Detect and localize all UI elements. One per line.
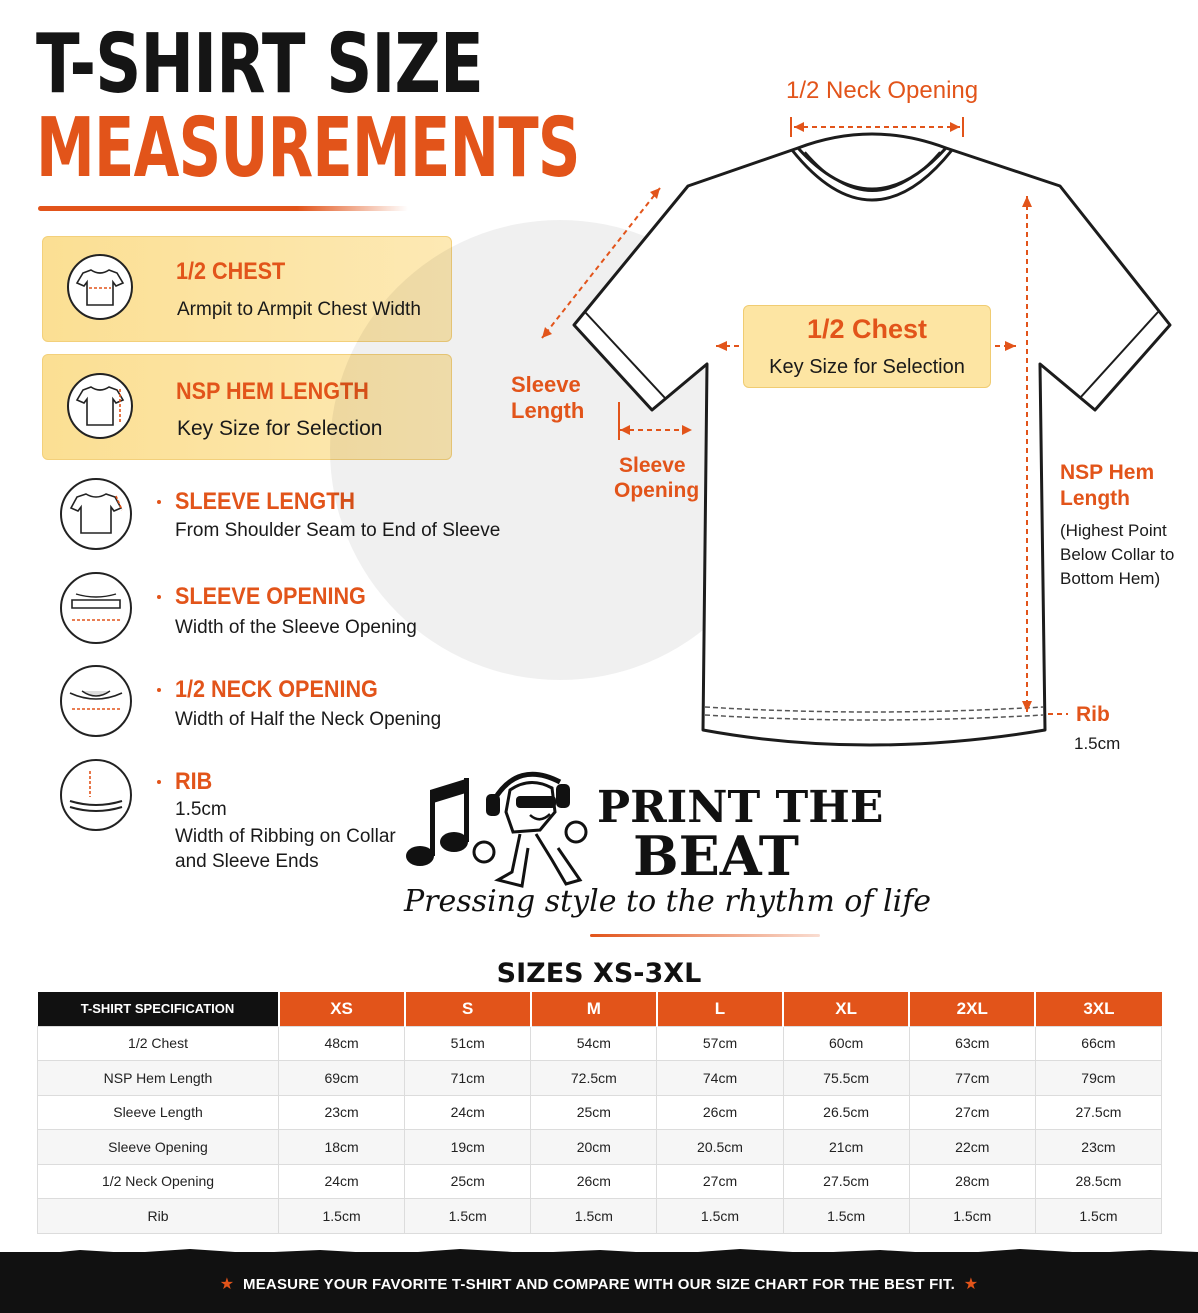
table-cell: 1.5cm xyxy=(405,1199,531,1234)
table-cell: 1.5cm xyxy=(1035,1199,1161,1234)
table-cell: 69cm xyxy=(279,1061,405,1096)
table-cell: 71cm xyxy=(405,1061,531,1096)
table-row xyxy=(38,1164,1162,1199)
row-label: Sleeve Length xyxy=(38,1095,279,1130)
table-cell: 22cm xyxy=(909,1130,1035,1165)
table-row xyxy=(38,1199,1162,1234)
table-cell: 79cm xyxy=(1035,1061,1161,1096)
table-cell: 26cm xyxy=(657,1095,783,1130)
legend-sub-neck-opening: Width of Half the Neck Opening xyxy=(175,709,442,730)
header-size: S xyxy=(405,992,531,1026)
header-size: 2XL xyxy=(909,992,1035,1026)
table-cell: 1.5cm xyxy=(657,1199,783,1234)
legend-title-sleeve-opening: SLEEVE OPENING xyxy=(175,583,366,610)
table-cell: 26.5cm xyxy=(783,1095,909,1130)
table-cell: 63cm xyxy=(909,1026,1035,1061)
header-size: L xyxy=(657,992,783,1026)
footer-message xyxy=(0,1274,1198,1294)
legend-sub-chest: Armpit to Armpit Chest Width xyxy=(177,299,421,320)
table-cell: 24cm xyxy=(405,1095,531,1130)
legend-title-nsp: NSP HEM LENGTH xyxy=(176,378,369,405)
table-cell: 48cm xyxy=(279,1026,405,1061)
legend-title-neck-opening: 1/2 NECK OPENING xyxy=(175,676,378,703)
row-label: 1/2 Chest xyxy=(38,1026,279,1061)
row-label: NSP Hem Length xyxy=(38,1061,279,1096)
tagline-underline xyxy=(590,934,820,937)
legend-title-chest: 1/2 CHEST xyxy=(176,258,286,285)
legend-value-rib: 1.5cm xyxy=(175,799,227,820)
table-cell: 27.5cm xyxy=(783,1164,909,1199)
table-cell: 20cm xyxy=(531,1130,657,1165)
table-cell: 25cm xyxy=(531,1095,657,1130)
table-cell: 27cm xyxy=(909,1095,1035,1130)
label-neck-opening: 1/2 Neck Opening xyxy=(786,77,979,104)
table-row xyxy=(38,1061,1162,1096)
table-cell: 28cm xyxy=(909,1164,1035,1199)
row-label: Sleeve Opening xyxy=(38,1130,279,1165)
header-spec-label: T-SHIRT SPECIFICATION xyxy=(38,992,279,1026)
legend-sub-rib-line1: Width of Ribbing on Collar xyxy=(175,826,396,847)
table-row xyxy=(38,1095,1162,1130)
header-size: 3XL xyxy=(1035,992,1161,1026)
legend-sub-sleeve-opening: Width of the Sleeve Opening xyxy=(175,617,417,638)
star-icon: ★ xyxy=(219,1276,235,1293)
table-cell: 51cm xyxy=(405,1026,531,1061)
header-size: XL xyxy=(783,992,909,1026)
label-nsp-note-line3: Bottom Hem) xyxy=(1060,569,1161,588)
table-cell: 25cm xyxy=(405,1164,531,1199)
header-size: XS xyxy=(279,992,405,1026)
label-nsp-note-line2: Below Collar to xyxy=(1060,545,1175,564)
table-cell: 1.5cm xyxy=(531,1199,657,1234)
table-cell: 27cm xyxy=(657,1164,783,1199)
callout-chest-subtitle: Key Size for Selection xyxy=(769,356,965,378)
label-nsp-line2: Length xyxy=(1060,487,1130,510)
size-table xyxy=(37,992,1162,1234)
table-cell: 54cm xyxy=(531,1026,657,1061)
footer-text: MEASURE YOUR FAVORITE T-SHIRT AND COMPARE WITH OUR SIZE CHART FOR THE BEST FIT. xyxy=(243,1276,955,1293)
label-rib-value: 1.5cm xyxy=(1074,734,1121,753)
label-nsp-line1: NSP Hem xyxy=(1060,461,1155,484)
star-icon: ★ xyxy=(963,1276,979,1293)
table-cell: 23cm xyxy=(279,1095,405,1130)
legend-title-sleeve-length: SLEEVE LENGTH xyxy=(175,488,356,515)
table-cell: 21cm xyxy=(783,1130,909,1165)
legend-sub-sleeve-length: From Shoulder Seam to End of Sleeve xyxy=(175,520,501,541)
size-table-title: SIZES XS-3XL xyxy=(496,958,702,989)
table-cell: 27.5cm xyxy=(1035,1095,1161,1130)
table-cell: 74cm xyxy=(657,1061,783,1096)
table-cell: 24cm xyxy=(279,1164,405,1199)
row-label: 1/2 Neck Opening xyxy=(38,1164,279,1199)
table-cell: 26cm xyxy=(531,1164,657,1199)
table-cell: 23cm xyxy=(1035,1130,1161,1165)
row-label: Rib xyxy=(38,1199,279,1234)
label-sleeve-length-line2: Length xyxy=(511,398,585,423)
table-cell: 19cm xyxy=(405,1130,531,1165)
callout-chest-title: 1/2 Chest xyxy=(806,314,928,344)
label-sleeve-opening-line1: Sleeve xyxy=(619,454,686,477)
table-cell: 57cm xyxy=(657,1026,783,1061)
label-sleeve-opening-line2: Opening xyxy=(614,479,700,502)
table-cell: 77cm xyxy=(909,1061,1035,1096)
page-title-line2: MEASUREMENTS xyxy=(36,101,580,196)
size-table-header xyxy=(38,992,1162,1026)
table-cell: 75.5cm xyxy=(783,1061,909,1096)
table-cell: 28.5cm xyxy=(1035,1164,1161,1199)
brand-name-line2: BEAT xyxy=(633,824,799,888)
table-row xyxy=(38,1130,1162,1165)
table-cell: 1.5cm xyxy=(783,1199,909,1234)
mascot-icon xyxy=(474,774,586,886)
label-sleeve-length-line1: Sleeve xyxy=(511,372,581,397)
table-cell: 1.5cm xyxy=(909,1199,1035,1234)
brand-tagline: Pressing style to the rhythm of life xyxy=(404,884,932,919)
chest-callout xyxy=(743,305,991,388)
table-cell: 20.5cm xyxy=(657,1130,783,1165)
table-cell: 66cm xyxy=(1035,1026,1161,1061)
page-title-line1: T-SHIRT SIZE xyxy=(36,17,484,112)
table-cell: 18cm xyxy=(279,1130,405,1165)
table-cell: 72.5cm xyxy=(531,1061,657,1096)
label-nsp-note-line1: (Highest Point xyxy=(1060,521,1167,540)
legend-sub-rib-line2: and Sleeve Ends xyxy=(175,851,319,872)
table-row xyxy=(38,1026,1162,1061)
legend-title-rib: RIB xyxy=(175,768,213,795)
header-size: M xyxy=(531,992,657,1026)
brand-name-line1: PRINT THE xyxy=(597,782,884,833)
music-note-icon xyxy=(406,778,469,866)
legend-sub-nsp: Key Size for Selection xyxy=(177,417,383,440)
table-cell: 60cm xyxy=(783,1026,909,1061)
table-cell: 1.5cm xyxy=(279,1199,405,1234)
label-rib: Rib xyxy=(1076,703,1110,726)
